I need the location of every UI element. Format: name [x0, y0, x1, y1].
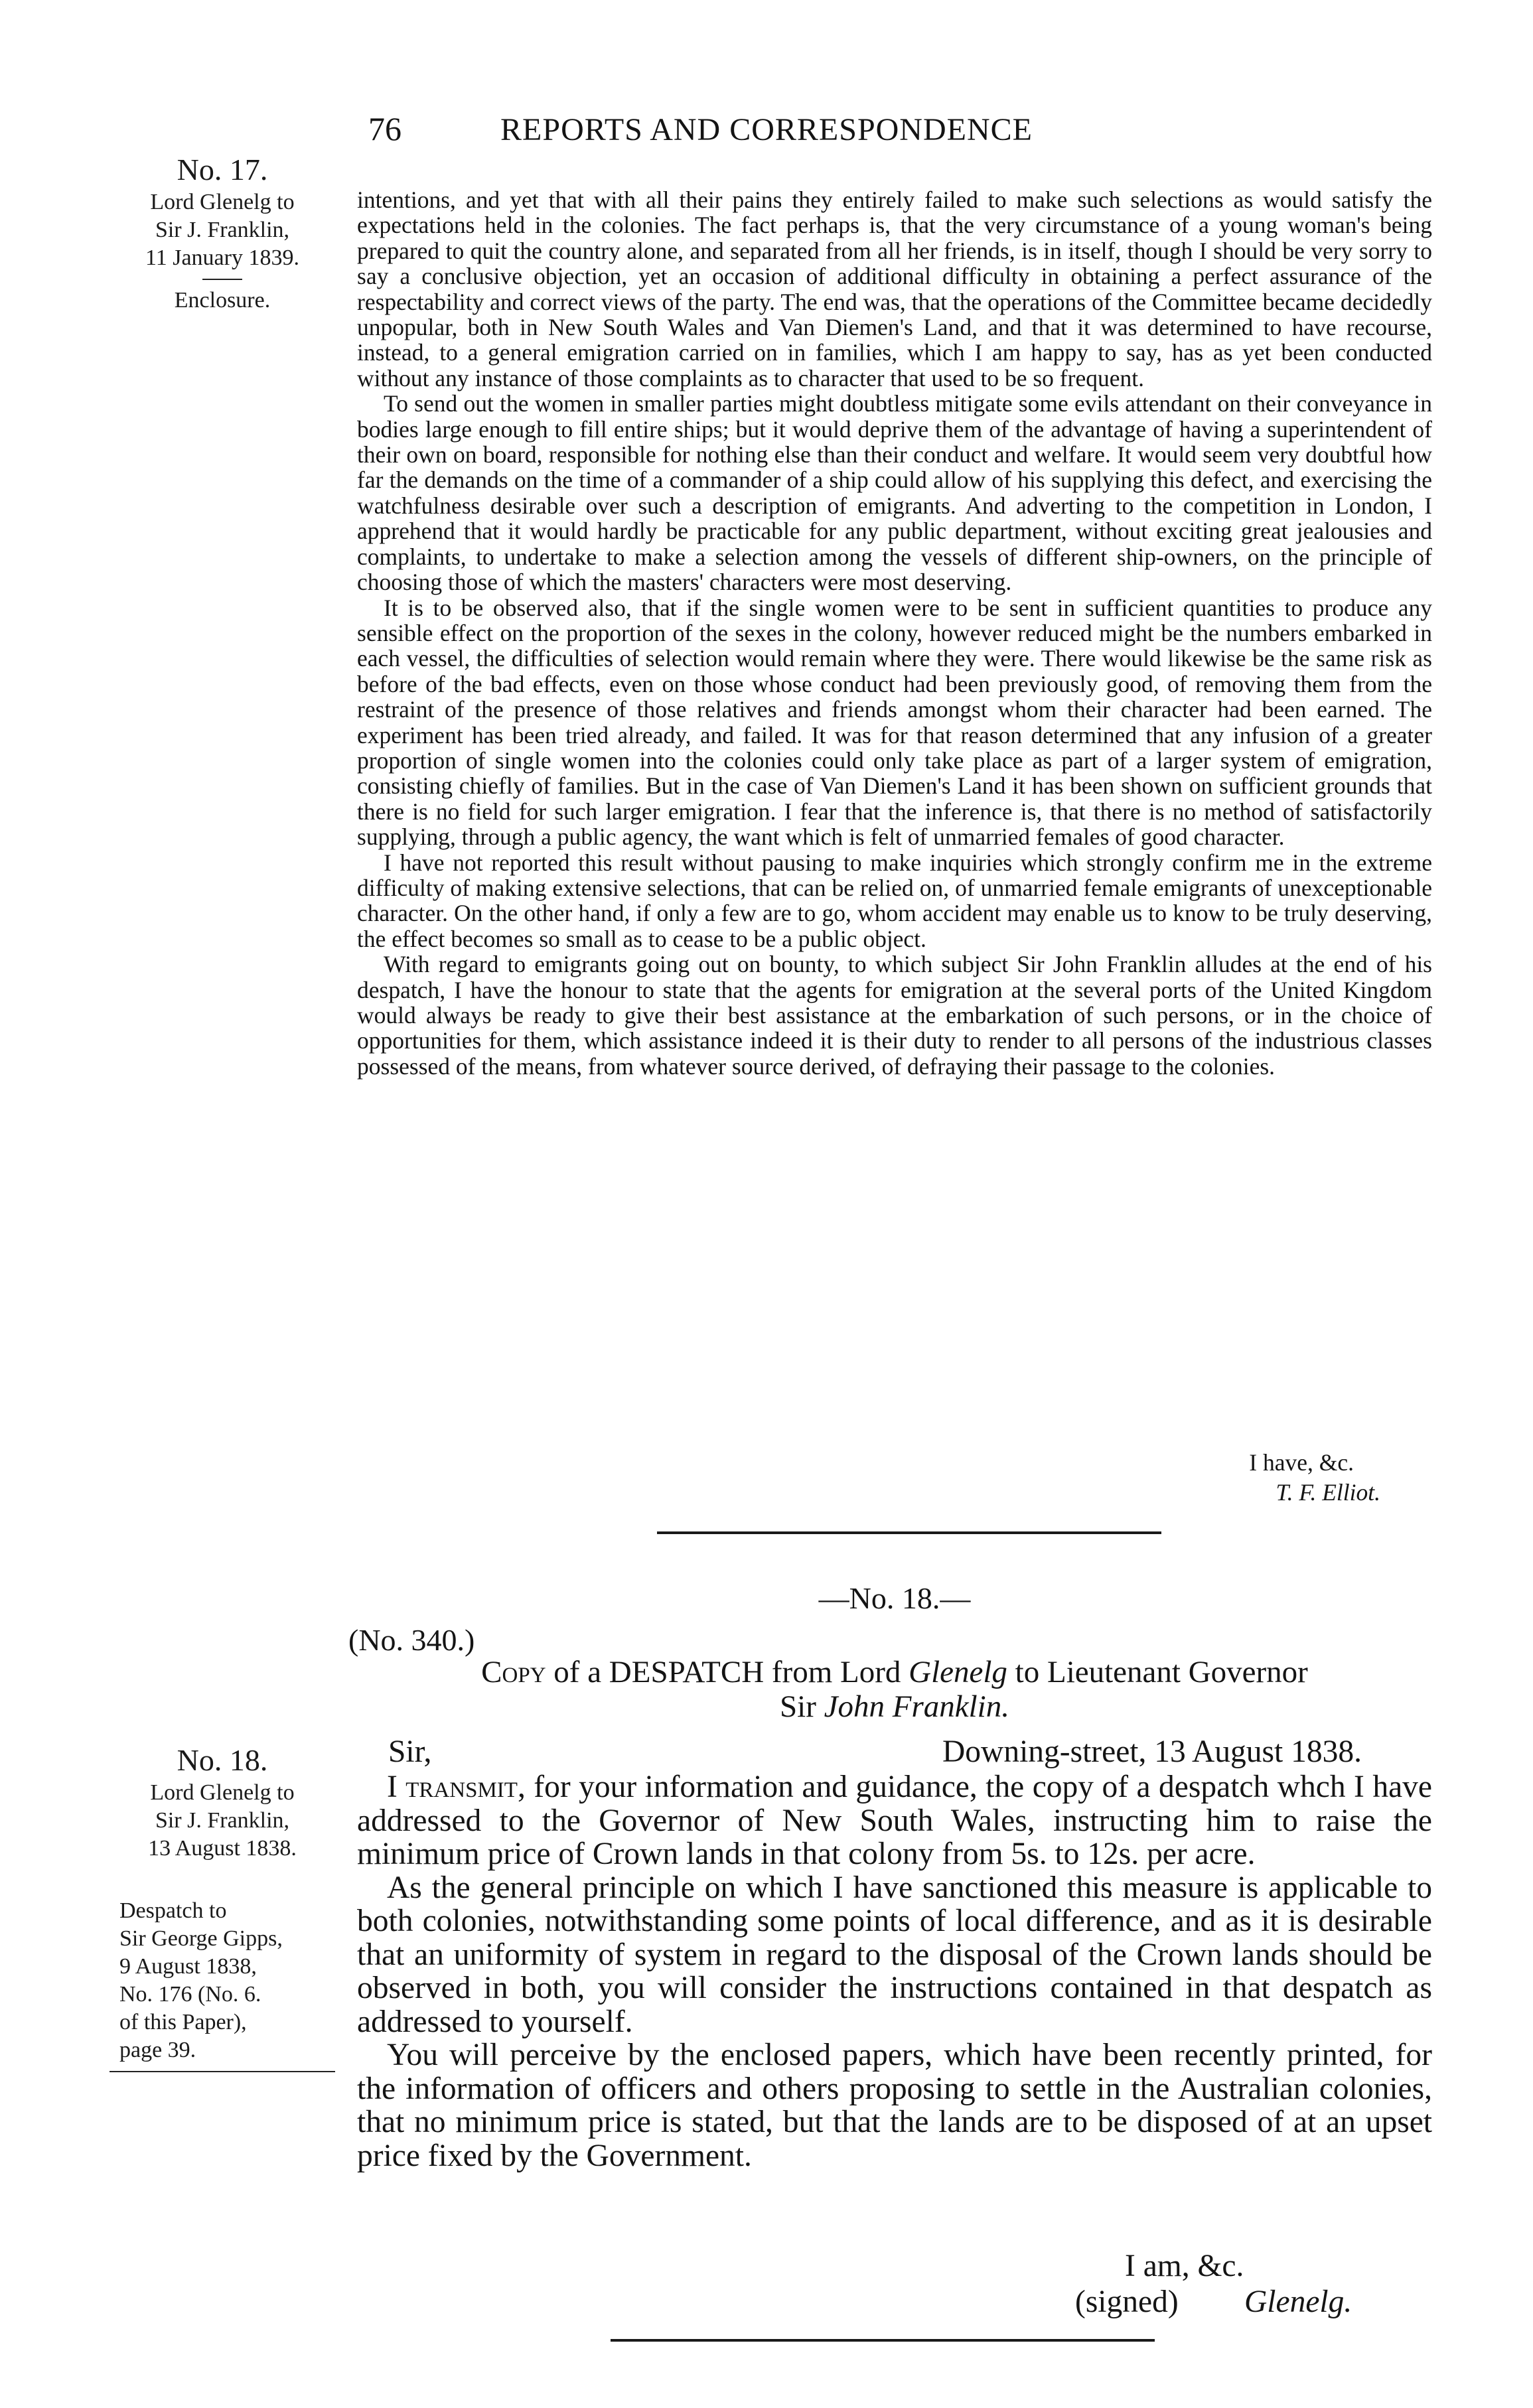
margin-note-no17	[100, 151, 345, 315]
paragraph: As the general principle on which I have sanctioned this measure is applicable to both colonies, notwithstanding some points of local difference, and as it is desirable that an uniformity of system in regard to the disposal of the Crown lands should be observed in both, you will consider the instructions contained in that despatch as addressed to yourself.	[357, 1870, 1432, 2039]
paragraph: To send out the women in smaller parties might doubtless mitigate some evils attendant on their conveyance in bodies large enough to fill entire ships; but it would deprive them of the advantage of having a superintendent of their own on board, responsible for nothing else than their conduct and welfare. It would seem very doubtful how far the demands on the time of a commander of a ship could allow of his supplying this defect, and exercising the watchfulness desirable over such a description of emigrants. And adverting to the competition in London, I apprehend that it would hardly be practicable for any public department, without exciting great jealousies and complaints, to undertake to make a selection among the vessels of different ship-owners, on the principle of choosing those of which the masters' characters were most deserving.	[357, 390, 1432, 596]
despatch-body	[357, 1770, 1432, 2172]
despatch-title: Copy of a DESPATCH from Lord Glenelg to Lieutenant Governor Sir John Franklin.	[481, 1655, 1308, 1724]
margin-number: No. 18.	[177, 1743, 268, 1777]
letter-17-signature: T. F. Elliot.	[1276, 1479, 1380, 1506]
margin-number: No. 17.	[177, 153, 268, 186]
margin-line: Sir J. Franklin,	[155, 218, 290, 242]
despatch-closing: I am, &c.	[1125, 2249, 1244, 2283]
paragraph: I transmit, for your information and guidance, the copy of a despatch whch I have addressed to the Governor of New South Wales, instructing him to raise the minimum price of Crown lands in that colony from 5s. to 12s. per acre.	[357, 1770, 1432, 1871]
letter-17-closing: I have, &c.	[1249, 1449, 1354, 1476]
running-head: REPORTS AND CORRESPONDENCE	[500, 112, 1033, 147]
margin-line: Sir J. Franklin,	[155, 1808, 290, 1833]
paragraph: intentions, and yet that with all their pains they entirely failed to make such selections as would satisfy the expectations held in the colonies. The fact perhaps is, that the very circumstance of a young woman's being prepared to quit the country alone, and separated from all her friends, is in itself, though I should be very sorry to say a conclusive objection, yet an occasion of additional difficulty in obtaining a perfect assurance of the respectability and correct views of the party. The end was, that the operations of the Committee became decidedly unpopular, both in New South Wales and Van Diemen's Land, and that it was determined to have recourse, instead, to a general emigration carried on in families, which I am happy to say, has as yet been conducted without any instance of those complaints as to character that used to be so frequent.	[357, 186, 1432, 391]
despatch-signature: Glenelg.	[1244, 2285, 1352, 2319]
place-date: Downing-street, 13 August 1838.	[942, 1735, 1362, 1769]
margin-line: 11 January 1839.	[145, 246, 299, 270]
margin-enclosure: Enclosure.	[174, 288, 271, 313]
signed-label: (signed)	[1075, 2285, 1179, 2319]
margin-line: Lord Glenelg to	[150, 1780, 295, 1805]
salutation: Sir,	[388, 1735, 432, 1769]
section-heading: —No. 18.—	[818, 1581, 971, 1615]
margin-line: 13 August 1838.	[148, 1836, 297, 1861]
bottom-divider	[611, 2339, 1155, 2342]
paragraph: I have not reported this result without pausing to make inquiries which strongly confirm me in the extreme difficulty of making extensive selections, that can be relied on, of unmarried female emigrants of unexceptionable character. On the other hand, if only a few are to go, whom accident may enable us to know to be truly deserving, the effect becomes so small as to cease to be a public object.	[357, 849, 1432, 952]
paragraph: With regard to emigrants going out on bounty, to which subject Sir John Franklin alludes at the end of his despatch, I have the honour to state that the agents for emigration at the several ports of the United Kingdom would always be ready to give their best assistance at the embarkation of such persons, or in the choice of opportunities for them, which assistance indeed it is their duty to render to all persons of the industrious classes possessed of the means, from whatever source derived, of defraying their passage to the colonies.	[357, 951, 1432, 1080]
margin-note-no18	[100, 1742, 345, 2079]
margin-rule	[202, 279, 242, 280]
margin-line: Lord Glenelg to	[150, 190, 295, 214]
margin-cross-ref: Despatch to Sir George Gipps, 9 August 1838, No. 176 (No. 6. of this Paper), page 39.	[119, 1898, 283, 2062]
paragraph: You will perceive by the enclosed papers, which have been recently printed, for the information of officers and others proposing to settle in the Australian colonies, that no minimum price is stated, but that the lands are to be disposed of at an upset price fixed by the Government.	[357, 2038, 1432, 2173]
letter-17-body	[357, 187, 1432, 1079]
page-number: 76	[368, 110, 402, 147]
section-divider	[657, 1531, 1161, 1534]
margin-rule	[110, 2071, 335, 2072]
paragraph: It is to be observed also, that if the single women were to be sent in sufficient quantities to produce any sensible effect on the proportion of the sexes in the colony, however reduced might be the numbers embarked in each vessel, the difficulties of selection would remain where they were. There would likewise be the same risk as before of the bad effects, even on those whose conduct had been previously good, of removing them from the restraint of the presence of those relatives and friends amongst whom their character had been earned. The experiment has been tried already, and failed. It was for that reason determined that any infusion of a greater proportion of single women into the colonies could only take place as part of a larger system of emigration, consisting chiefly of families. But in the case of Van Diemen's Land it has been shown on sufficient grounds that there is no field for such larger emigration. I fear that the inference is, that there is no method of satisfactorily supplying, through a public agency, the want which is felt of unmarried females of good character.	[357, 594, 1432, 851]
despatch-number: (No. 340.)	[348, 1623, 475, 1657]
